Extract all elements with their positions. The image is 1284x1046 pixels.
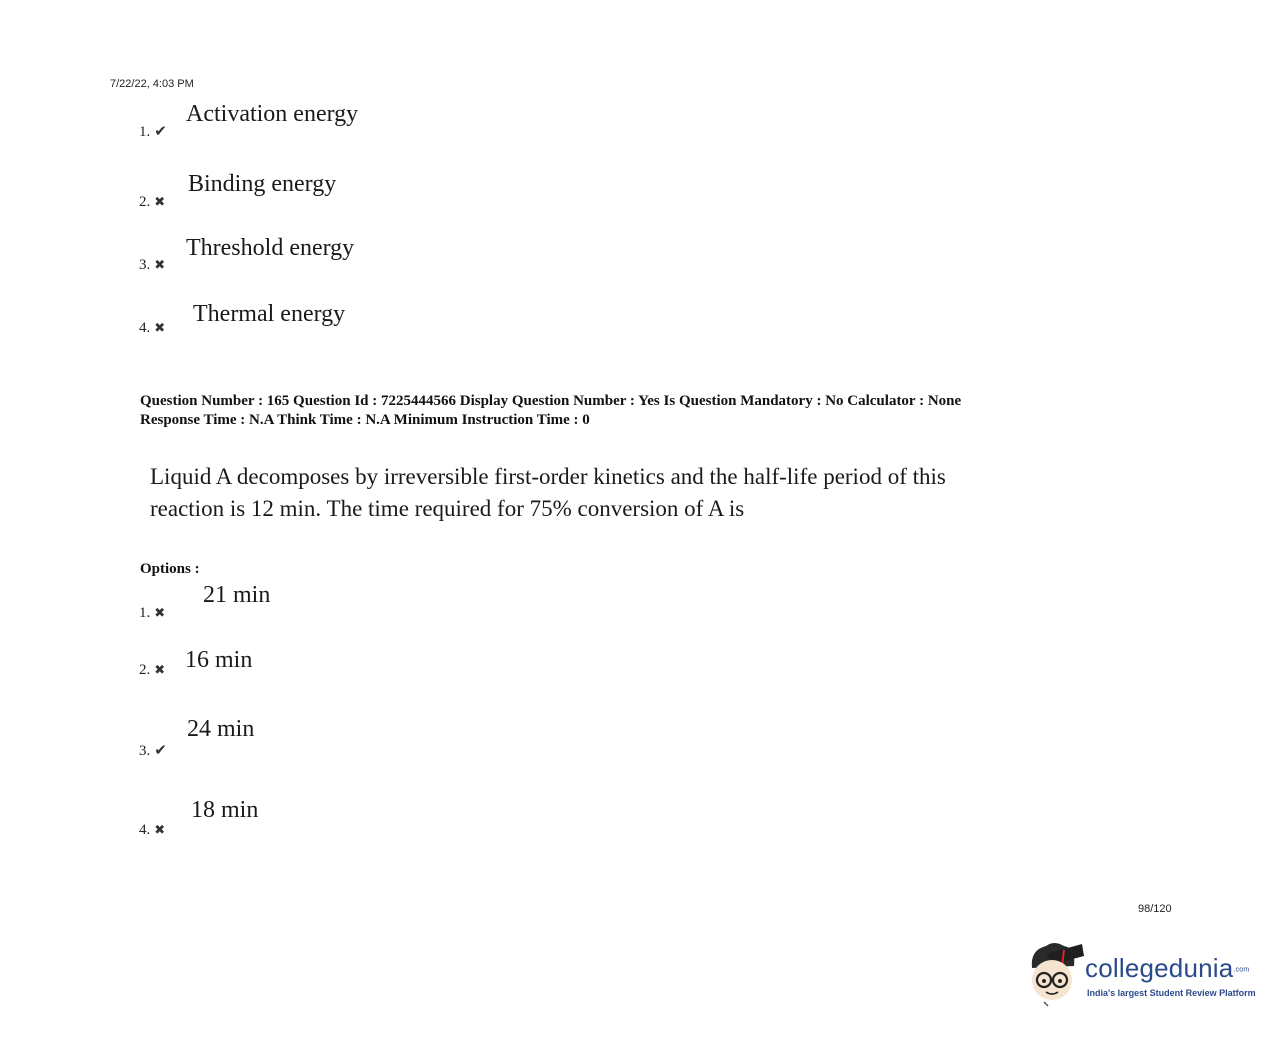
wrong-cross-icon: ✖	[154, 195, 166, 210]
options-label: Options :	[140, 561, 200, 577]
print-timestamp: 7/22/22, 4:03 PM	[110, 78, 194, 90]
brand-name	[1085, 953, 1249, 984]
correct-check-icon: ✔	[154, 741, 167, 759]
option-2	[139, 661, 165, 679]
wrong-cross-icon: ✖	[154, 321, 166, 336]
wrong-cross-icon: ✖	[154, 258, 166, 273]
option-4	[139, 821, 165, 839]
question-line-2: reaction is 12 min. The time required for 75% conversion of A is	[150, 496, 745, 521]
prev-option-2	[139, 193, 165, 211]
prev-option-4	[139, 319, 165, 337]
question-line-1: Liquid A decomposes by irreversible first-order kinetics and the half-life period of this	[150, 464, 946, 489]
brand-tagline: India's largest Student Review Platform	[1087, 988, 1256, 998]
question-meta-line-2: Response Time : N.A Think Time : N.A Minimum Instruction Time : 0	[140, 412, 590, 428]
correct-check-icon: ✔	[154, 122, 167, 140]
question-text	[150, 461, 1050, 525]
brand-suffix: .com	[1233, 966, 1250, 974]
option-number: 2.	[139, 662, 151, 678]
brand-name-text: collegedunia	[1085, 953, 1234, 983]
prev-option-4-text: Thermal energy	[193, 301, 346, 327]
option-4-text: 18 min	[191, 797, 259, 823]
wrong-cross-icon: ✖	[154, 823, 166, 838]
option-1-text: 21 min	[203, 582, 271, 608]
option-number: 4.	[139, 320, 151, 336]
collegedunia-mascot-icon	[1024, 940, 1086, 1013]
page-number: 98/120	[1138, 903, 1172, 915]
question-meta-line-1: Question Number : 165 Question Id : 7225444566 Display Question Number : Yes Is Question Mandatory : No Calculator : None	[140, 393, 962, 409]
option-1	[139, 604, 165, 622]
option-2-text: 16 min	[185, 647, 253, 673]
prev-option-1-text: Activation energy	[186, 101, 359, 127]
option-number: 3.	[139, 257, 151, 273]
prev-option-2-text: Binding energy	[188, 171, 337, 197]
option-number: 1.	[139, 605, 151, 621]
option-3	[139, 741, 167, 760]
option-number: 4.	[139, 822, 151, 838]
option-number: 3.	[139, 743, 151, 759]
wrong-cross-icon: ✖	[154, 663, 166, 678]
option-number: 1.	[139, 124, 151, 140]
prev-option-3	[139, 256, 165, 274]
prev-option-3-text: Threshold energy	[186, 235, 355, 261]
wrong-cross-icon: ✖	[154, 606, 166, 621]
prev-option-1	[139, 122, 167, 141]
option-3-text: 24 min	[187, 716, 255, 742]
option-number: 2.	[139, 194, 151, 210]
